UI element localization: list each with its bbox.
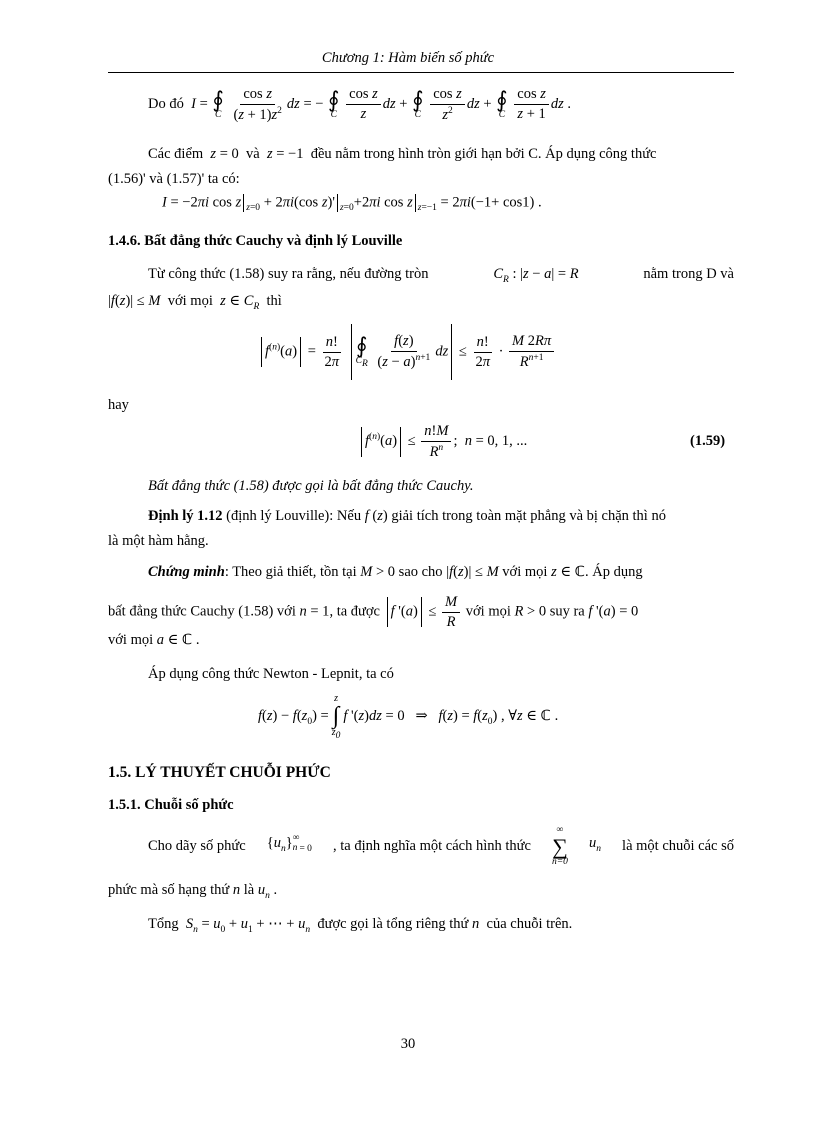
series-text-4: phức mà số hạng thứ: [108, 882, 230, 898]
cac-diem-text-1: Các điểm: [148, 146, 204, 162]
proof-text-6: , ta được: [329, 603, 380, 620]
proof-text-9: với mọi: [108, 632, 154, 648]
proof-line-3: với mọi a ∈ ℂ .: [108, 632, 200, 648]
proof-line-2: bất đẳng thức Cauchy (1.58) với n = 1, ta được f '(a) ≤ $\frac{M}{R}$ với mọi R > 0 suy ra f '(a) = 0: [108, 594, 639, 630]
equation-residue: I = −2πi cos z $_{z=0}$ + 2πi(cos z)' $_{z=0}$+2πi cos z $_{z=-1}$ = 2πi(−1+ cos1) .: [162, 194, 542, 214]
do-do-text: Do đó: [148, 95, 184, 112]
page-header: Chương 1: Hàm biến số phức: [321, 50, 495, 66]
page-number: 30: [400, 1036, 416, 1052]
section-1-5: 1.5. LÝ THUYẾT CHUỖI PHỨC: [108, 764, 331, 781]
series-text-2: , ta định nghĩa một cách hình thức: [333, 838, 531, 854]
paragraph-series: Cho dãy số phức $\{u_n\}$ ∞ n $_{= 0}$ , ta định nghĩa một cách hình thức ∞ ∑ n=0 $u_n$ là một chuỗi các số: [148, 825, 734, 867]
theorem-1-12: Định lý 1.12 (định lý Louville): Nếu f (z) giải tích trong toàn mặt phẳng và bị chặn thì nó: [148, 508, 666, 524]
thi-text: thì: [266, 293, 282, 309]
proof-text-2: sao cho: [398, 564, 443, 580]
theorem-text-1: (định lý Louville): Nếu: [226, 508, 362, 524]
partial-text-3: của chuỗi trên.: [486, 916, 573, 932]
cauchy-note: Bất đẳng thức (1.58) được gọi là bất đẳng thức Cauchy.: [148, 478, 474, 494]
heading-1-4-6: 1.4.6. Bất đẳng thức Cauchy và định lý Louville: [108, 233, 403, 249]
series-text-1: Cho dãy số phức: [148, 838, 246, 854]
paragraph-series-cont: phức mà số hạng thứ n là $u_n$ .: [108, 882, 278, 901]
paragraph-cac-diem: Các điểm z = 0 và z = −1 đều nằm trong hình tròn giới hạn bởi C. Áp dụng công thức: [148, 146, 657, 162]
paragraph-partial-sum: Tổng $S_n = u_0 + u_1$ + ⋯ + $u_n$ được gọi là tổng riêng thứ n của chuỗi trên.: [148, 916, 573, 935]
equation-1-59: $f^{(n)}(a)$ ≤ $\frac{n!M}{R^n}$ ; n = 0, 1, ...: [358, 423, 527, 460]
header-rule: [108, 72, 734, 73]
proof-text-5: bất đẳng thức Cauchy (1.58) với: [108, 603, 296, 620]
hay-text: hay: [108, 397, 129, 413]
tu-cong-thuc-text-2: nằm trong D và: [643, 266, 734, 282]
proof-text-8: suy ra: [549, 603, 585, 620]
paragraph-bound: |f(z)| ≤ M với mọi z ∈ $C_R$ thì: [108, 293, 282, 312]
theorem-cont: là một hàm hằng.: [108, 533, 209, 549]
voi-moi-text: với mọi: [167, 293, 213, 309]
equation-number-1-59: (1.59): [690, 433, 726, 449]
equation-newton: $f(z) - f(z_0)$ = z ∫ $z_0$ f '(z)dz = 0 ⇒ $f(z) = f(z_0)$ , ∀z ∈ ℂ .: [258, 693, 559, 741]
theorem-text-2: giải tích trong toàn mặt phẳng và bị chặn thì nó: [391, 508, 666, 524]
proof-text-7: với mọi: [465, 603, 511, 620]
proof-text-1: : Theo giả thiết, tồn tại: [224, 564, 357, 580]
proof-label: Chứng minh: [148, 564, 225, 580]
heading-1-5-1: 1.5.1. Chuỗi số phức: [108, 797, 234, 813]
tu-cong-thuc-text-1: Từ công thức (1.58) suy ra rằng, nếu đường tròn: [148, 266, 429, 282]
paragraph-cac-diem-cont: (1.56)' và (1.57)' ta có:: [108, 171, 240, 187]
series-text-3: là một chuỗi các số: [622, 838, 734, 854]
proof-text-4: . Áp dụng: [584, 564, 643, 580]
theorem-label: Định lý 1.12: [148, 508, 223, 524]
equation-do-do: Do đó I = ∮ C $\frac{\text{cos z}}{(z + 1)z^2}$ dz = − ∮ C $\frac{\text{cos z}}{z}$ dz + ∮ C $\frac{\text{cos z}}{z^2}$ dz + ∮ C $\frac{\text{cos z}}{z + 1}$ dz .: [148, 86, 572, 123]
cac-diem-text-2: và: [246, 146, 260, 162]
partial-text-2: được gọi là tổng riêng thứ: [317, 916, 469, 932]
cac-diem-text-3: đều nằm trong hình tròn giới hạn bởi C. Áp dụng công thức: [310, 146, 657, 162]
paragraph-tu-cong-thuc: Từ công thức (1.58) suy ra rằng, nếu đường tròn $C_R$ : |z − a| = R nằm trong D và: [148, 262, 734, 293]
proof-line-1: Chứng minh: Theo giả thiết, tồn tại M > 0 sao cho |f(z)| ≤ M với mọi z ∈ ℂ. Áp dụng: [148, 564, 643, 580]
partial-text-1: Tổng: [148, 916, 179, 932]
equation-cauchy-estimate: $f^{(n)}(a)$ = $\frac{n!}{2\pi}$ ∮ $C_R$ $\frac{f(z)}{(z - a)^{n+1}}$ dz ≤ $\frac{n!}{2\pi}$ · $\frac{M 2R\pi}{R^{n+1}}$: [258, 324, 556, 380]
newton-text: Áp dụng công thức Newton - Lepnit, ta có: [148, 666, 394, 682]
series-text-5: là: [243, 882, 255, 898]
proof-text-3: với mọi: [502, 564, 548, 580]
